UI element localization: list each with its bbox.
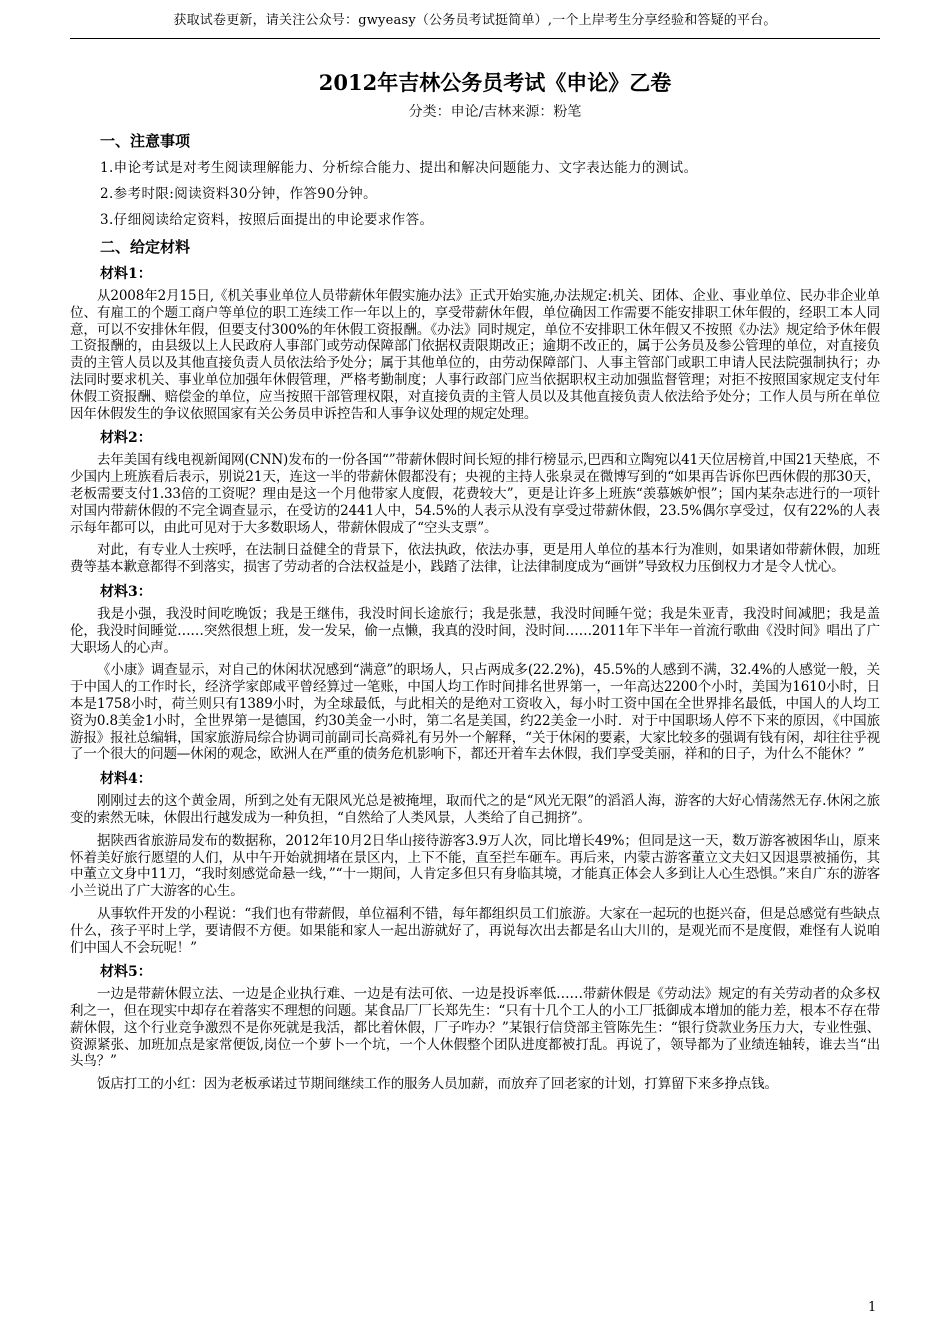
material-heading: 材料4： — [100, 771, 152, 788]
material-heading: 材料2： — [100, 430, 152, 447]
header-divider — [70, 38, 880, 39]
material-paragraph: 从事软件开发的小程说：“我们也有带薪假，单位福利不错，每年都组织员工们旅游。大家在一起玩的也挺兴奋，但是总感觉有些缺点什么，孩子平时上学，要请假不方便。如果能和家人一起出游就好了，再说每次出去都是名山大川的，是观光而不是度假，难怪有人说咱们中国人不会玩呢！” — [70, 905, 880, 956]
material-heading: 材料5： — [100, 964, 152, 981]
material-paragraph: 据陕西省旅游局发布的数据称，2012年10月2日华山接待游客3.9万人次，同比增长49%；但同是这一天，数万游客被困华山，原来怀着美好旅行愿望的人们，从中午开始就拥堵在景区内，上下不能，直至拦车砸车。再后来，内蒙古游客董立文夫妇又因退票被捅伤，其中董立文身中11刀，“我时刻感觉命悬一线，”“十一期间，人肯定多但只有身临其境，才能真正体会人多到让人心生恐惧。”来自广东的游客小兰说出了广大游客的心生。 — [70, 832, 880, 900]
material-paragraph: 从2008年2月15日,《机关事业单位人员带薪休年假实施办法》正式开始实施,办法规定:机关、团体、企业、事业单位、民办非企业单位、有雇工的个题工商户等单位的职工连续工作一年以上的，享受带薪休年假，单位确因工作需要不能安排职工休年假的，经职工本人同意，可以不安排休年假，但要支付300%的年休假工资报酬。《办法》同时规定，单位不安排职工休年假又不按照《办法》规定给予休年假工资报酬的，由县级以上人民政府人事部门或劳动保障部门依据权责限期改正；逾期不改正的，属于公务员及参公管理的单位，对直接负责的主管人员以及其他直接负责人员依法给予处分；属于其他单位的，由劳动保障部门、人事主管部门或职工申请人民法院强制执行；办法同时要求机关、事业单位加强年休假管理，严格考勤制度；人事行政部门应当依据职权主动加强监督管理；对拒不按照国家规定支付年休假工资报酬、赔偿金的单位，应当按照干部管理权限，对直接负责的主管人员以及其他直接负责人依法给予处分；工作人员与所在单位因年休假发生的争议依照国家有关公务员申诉控告和人事争议处理的规定处理。 — [70, 288, 880, 422]
note-item: 2.参考时限:阅读资料30分钟，作答90分钟。 — [100, 186, 377, 202]
section-heading-notes: 一、注意事项 — [100, 132, 191, 150]
material-paragraph: 一边是带薪休假立法、一边是企业执行难、一边是有法可依、一边是投诉率低……带薪休假是《劳动法》规定的有关劳动者的众多权利之一，但在现实中却存在着落实不理想的问题。某食品厂厂长郑先生：“只有十几个工人的小工厂抵御成本增加的能力差，根本不存在带薪休假，这个行业竞争激烈不是你死就是我活，都比着休假，厂子咋办？”某银行信贷部主管陈先生：“银行贷款业务压力大，专业性强、资源紧张、加班加点是家常便饭,岗位一个萝卜一个坑，一个人休假整个团队进度都被打乱。再说了，领导都为了业绩连轴转，谁去当“出头鸟？” — [70, 986, 880, 1070]
section-heading-materials: 二、给定材料 — [100, 238, 191, 256]
material-paragraph: 对此，有专业人士疾呼，在法制日益健全的背景下，依法执政，依法办事，更是用人单位的基本行为准则，如果诸如带薪休假，加班费等基本歉意都得不到落实，损害了劳动者的合法权益是小，践踏了法律，让法律制度成为“画饼”导致权力压倒权力才是令人忧心。 — [70, 542, 880, 576]
material-heading: 材料3： — [100, 583, 152, 600]
page-title: 2012年吉林公务员考试《申论》乙卷 — [318, 70, 672, 95]
page-subtitle: 分类：申论/吉林来源：粉笔 — [408, 104, 582, 120]
material-paragraph: 我是小强，我没时间吃晚饭；我是王继伟，我没时间长途旅行；我是张慧，我没时间睡午觉；我是朱亚青，我没时间减肥；我是盖伦，我没时间睡觉……突然很想上班，发一发呆，偷一点懒，我真的没时间，没时间……2011年下半年一首流行歌曲《没时间》唱出了广大职场人的心声。 — [70, 605, 880, 656]
material-paragraph: 去年美国有线电视新闻网(CNN)发布的一份各国“”带薪休假时间长短的排行榜显示,巴西和立陶宛以41天位居榜首,中国21天垫底，不少国内上班族看后表示，别说21天，连这一半的带薪休假都没有；央视的主持人张泉灵在微博写到的“如果再告诉你巴西休假的那30天，老板需要支付1.33倍的工资呢？理由是这一个月他带家人度假，花费较大”，更是让许多上班族“羡慕嫉妒恨”；国内某杂志进行的一项针对国内带薪休假的不完全调查显示，在受访的2441人中，54.5%的人表示从没有享受过带薪休假，23.5%偶尔享受过，仅有22%的人表示每年都可以，由此可见对于大多数职场人，带薪休假成了“空头支票”。 — [70, 452, 880, 536]
material-heading: 材料1： — [100, 266, 152, 282]
material-paragraph: 刚刚过去的这个黄金周，所到之处有无限风光总是被掩埋，取而代之的是“风光无限”的滔滔人海，游客的大好心情荡然无存.休闲之旅变的索然无味，休假出行越发成为一种负担，“自然给了人类风景，人类给了自己拥挤”。 — [70, 793, 880, 826]
page-number: 1 — [868, 1300, 877, 1315]
note-item: 1.申论考试是对考生阅读理解能力、分析综合能力、提出和解决问题能力、文字表达能力的测试。 — [100, 160, 698, 176]
note-item: 3.仔细阅读给定资料，按照后面提出的申论要求作答。 — [100, 212, 434, 228]
material-paragraph: 饭店打工的小红：因为老板承诺过节期间继续工作的服务人员加薪，而放弃了回老家的计划，打算留下来多挣点钱。 — [97, 1076, 778, 1093]
header-note: 获取试卷更新，请关注公众号：gwyeasy（公务员考试挺简单）,一个上岸考生分享经验和答疑的平台。 — [173, 13, 777, 28]
material-paragraph: 《小康》调查显示，对自己的休闲状况感到“满意”的职场人，只占两成多(22.2%)，45.5%的人感到不满，32.4%的人感觉一般，关于中国人的工作时长，经济学家郎咸平曾经算过一笔账，中国人均工作时间排名世界第一，一年高达2200个小时，美国为1610小时，日本是1758小时，荷兰则只有1389小时，为全球最低，与此相关的是绝对工资收入，每小时工资中国在全世界排名最低，中国人的人均工资为0.8美金1小时，全世界第一是德国，约30美金一小时，第二名是美国，约22美金一小时．对于中国职场人停不下来的原因，《中国旅游报》报社总编辑，国家旅游局综合协调司前副司长高舜礼有另外一个解释，“关于休闲的要素，大家比较多的强调有钱有闲，却往往乎视了一个很大的问题—休闲的观念，欧洲人在严重的债务危机影响下，都还开着车去休假，我们享受美丽，祥和的日子，为什么不能休？” — [70, 662, 880, 763]
document-body — [70, 68, 880, 1099]
